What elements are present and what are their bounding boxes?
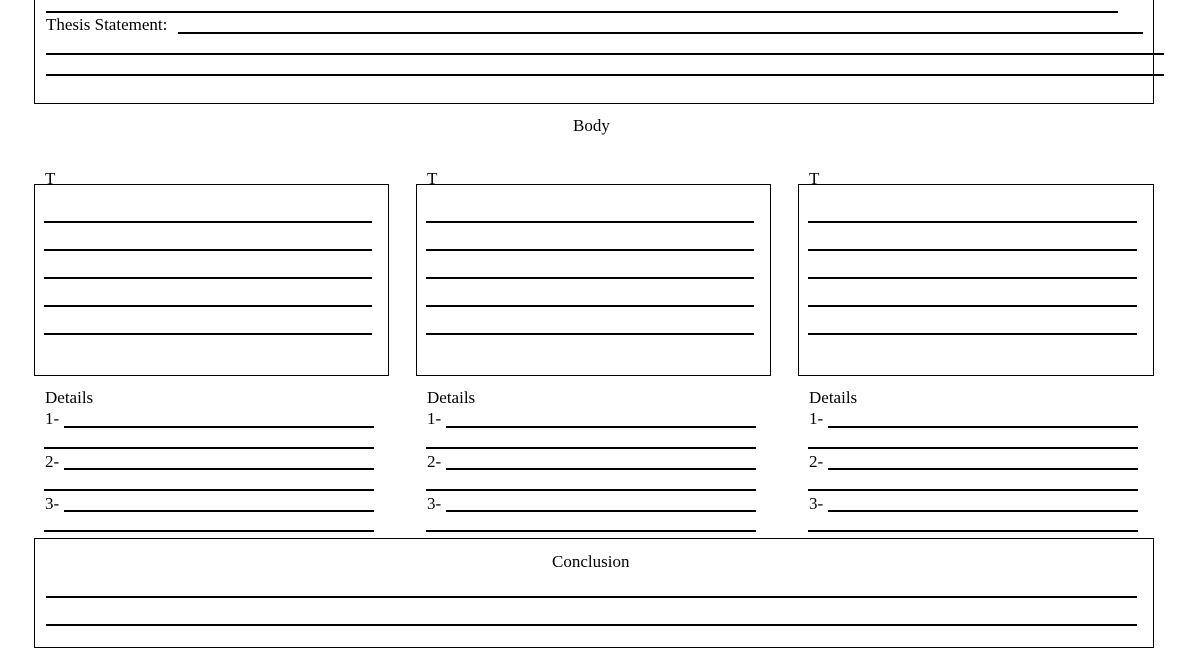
body-title: Body — [573, 116, 610, 135]
detail-line[interactable] — [808, 447, 1138, 449]
detail-line[interactable] — [44, 447, 374, 449]
detail-number: 3- — [809, 494, 824, 513]
detail-line[interactable] — [446, 426, 756, 428]
intro-line — [46, 74, 1164, 76]
detail-number: 3- — [427, 494, 442, 513]
detail-number: 1- — [427, 409, 442, 428]
detail-line[interactable] — [426, 489, 756, 491]
topic-line[interactable] — [808, 249, 1137, 251]
topic-line[interactable] — [426, 305, 754, 307]
topic-label: T — [809, 169, 820, 188]
topic-box — [798, 184, 1154, 376]
topic-line[interactable] — [44, 333, 372, 335]
thesis-line[interactable] — [178, 32, 1143, 34]
detail-number: 3- — [45, 494, 60, 513]
topic-box — [416, 184, 771, 376]
topic-line[interactable] — [426, 249, 754, 251]
conclusion-line[interactable] — [46, 596, 1137, 598]
detail-line[interactable] — [64, 510, 374, 512]
topic-line[interactable] — [808, 277, 1137, 279]
detail-line[interactable] — [808, 530, 1138, 532]
topic-line[interactable] — [426, 277, 754, 279]
detail-number: 2- — [45, 452, 60, 471]
detail-line[interactable] — [64, 426, 374, 428]
intro-line — [46, 53, 1164, 55]
conclusion-title: Conclusion — [552, 552, 630, 571]
topic-box — [34, 184, 389, 376]
details-label: Details — [809, 388, 858, 407]
detail-line[interactable] — [828, 510, 1138, 512]
detail-line[interactable] — [828, 426, 1138, 428]
intro-line — [46, 11, 1118, 13]
detail-number: 1- — [809, 409, 824, 428]
topic-line[interactable] — [44, 277, 372, 279]
topic-label: T — [427, 169, 438, 188]
detail-number: 2- — [809, 452, 824, 471]
topic-line[interactable] — [808, 305, 1137, 307]
detail-line[interactable] — [64, 468, 374, 470]
topic-line[interactable] — [44, 305, 372, 307]
topic-line[interactable] — [44, 221, 372, 223]
topic-line[interactable] — [808, 221, 1137, 223]
topic-line[interactable] — [426, 221, 754, 223]
detail-line[interactable] — [426, 530, 756, 532]
intro-box — [34, 0, 1154, 104]
detail-line[interactable] — [426, 447, 756, 449]
thesis-label: Thesis Statement: — [46, 15, 168, 34]
detail-number: 2- — [427, 452, 442, 471]
topic-line[interactable] — [426, 333, 754, 335]
topic-label: T — [45, 169, 56, 188]
topic-line[interactable] — [808, 333, 1137, 335]
conclusion-line[interactable] — [46, 624, 1137, 626]
detail-line[interactable] — [44, 489, 374, 491]
detail-number: 1- — [45, 409, 60, 428]
detail-line[interactable] — [446, 510, 756, 512]
detail-line[interactable] — [828, 468, 1138, 470]
detail-line[interactable] — [44, 530, 374, 532]
detail-line[interactable] — [808, 489, 1138, 491]
details-label: Details — [45, 388, 94, 407]
details-label: Details — [427, 388, 476, 407]
topic-line[interactable] — [44, 249, 372, 251]
detail-line[interactable] — [446, 468, 756, 470]
